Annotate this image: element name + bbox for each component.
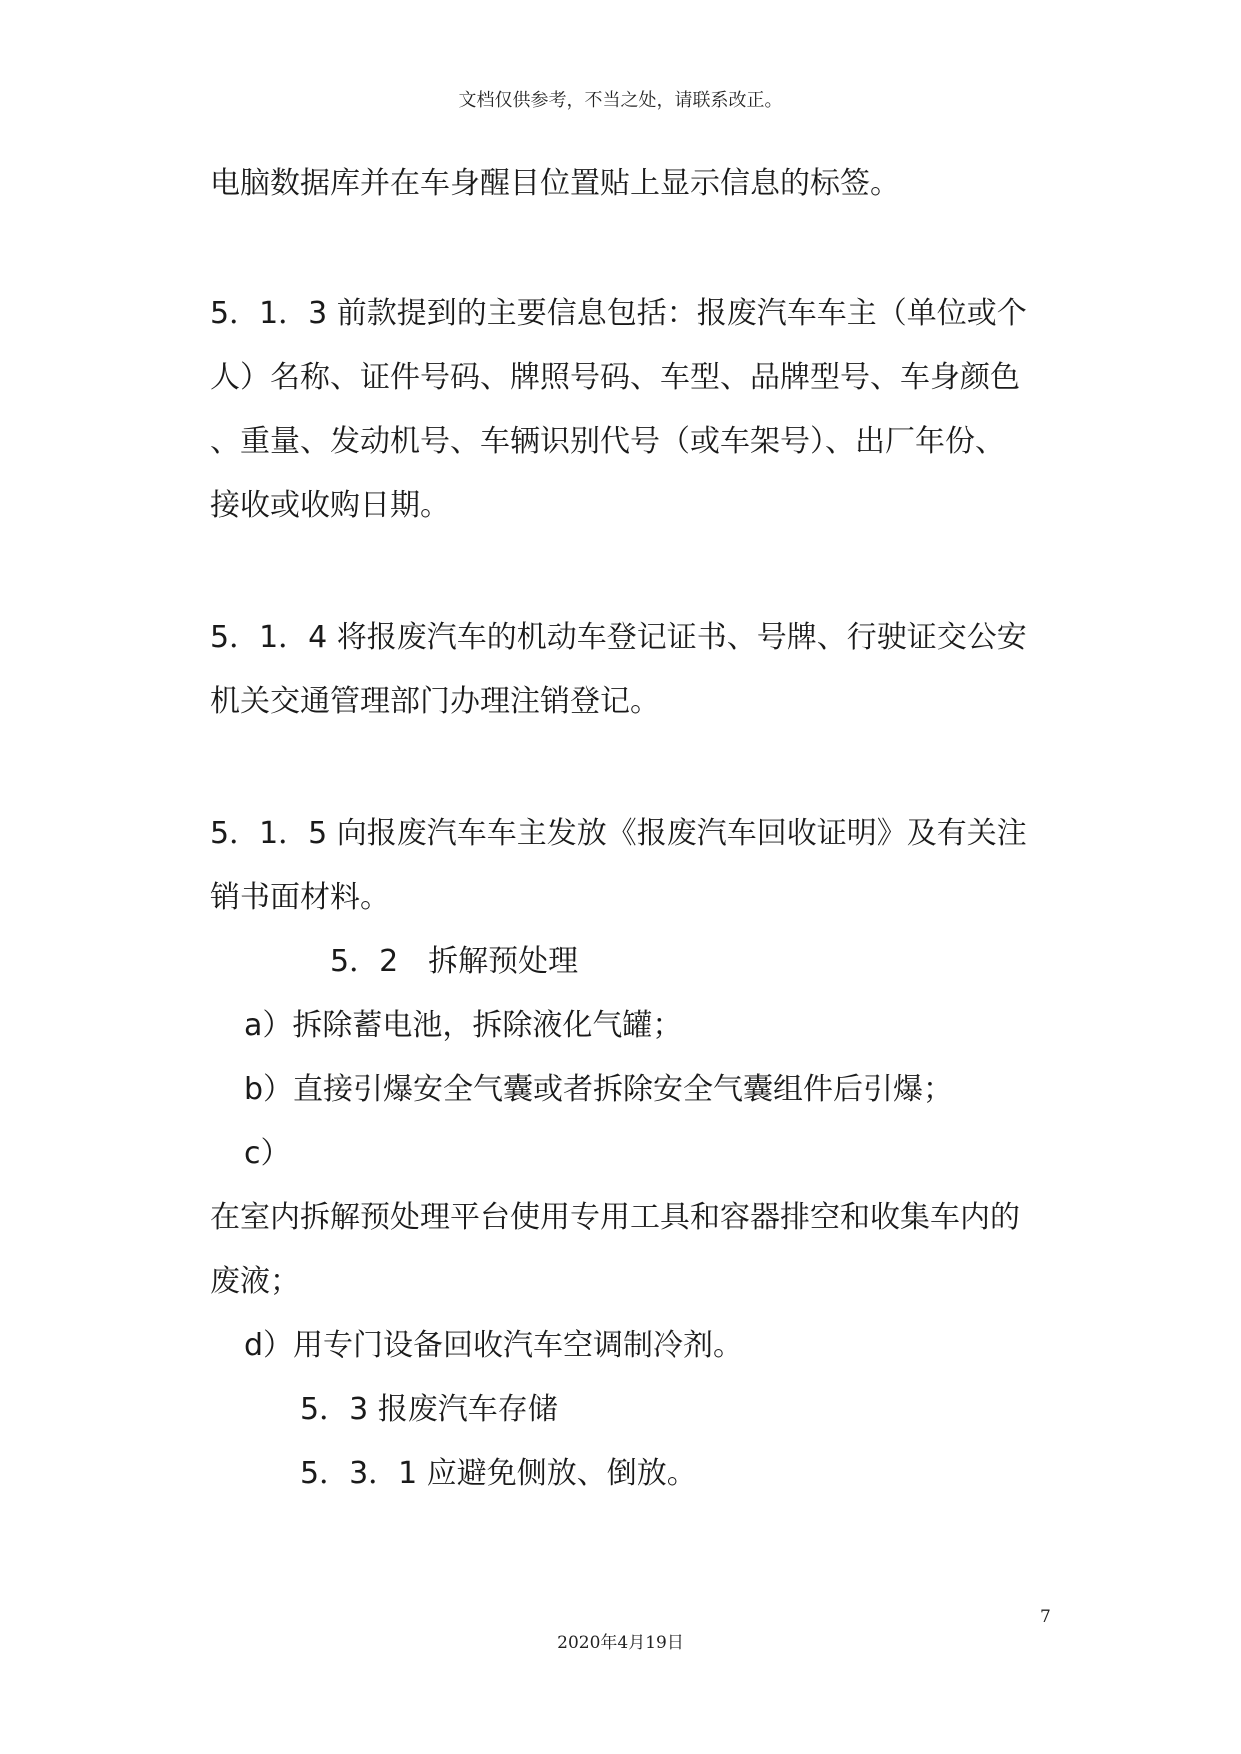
footer-date: 2020年4月19日 — [557, 1633, 684, 1653]
clause-5-3-1: 5．3．1 应避免侧放、倒放。 — [300, 1456, 697, 1491]
page-number: 7 — [1040, 1607, 1051, 1627]
document-header-note: 文档仅供参考，不当之处，请联系改正。 — [458, 90, 783, 111]
list-item-d: d）用专门设备回收汽车空调制冷剂。 — [244, 1328, 744, 1363]
clause-5-1-5-line-2: 销书面材料。 — [210, 880, 390, 915]
list-item-c-line-2: 废液； — [210, 1264, 300, 1299]
list-item-c-label: c） — [244, 1136, 291, 1171]
body-line: 电脑数据库并在车身醒目位置贴上显示信息的标签。 — [210, 166, 900, 201]
clause-5-1-3-line-2: 人）名称、证件号码、牌照号码、车型、品牌型号、车身颜色 — [210, 360, 1020, 395]
section-5-3-heading: 5．3 报废汽车存储 — [300, 1392, 558, 1427]
list-item-b: b）直接引爆安全气囊或者拆除安全气囊组件后引爆； — [244, 1072, 954, 1107]
clause-5-1-4-line-2: 机关交通管理部门办理注销登记。 — [210, 684, 660, 719]
clause-5-1-4-line-1: 5．1．4 将报废汽车的机动车登记证书、号牌、行驶证交公安 — [210, 620, 1027, 655]
clause-5-1-3-line-4: 接收或收购日期。 — [210, 488, 450, 523]
clause-5-1-3-line-3: 、重量、发动机号、车辆识别代号（或车架号）、出厂年份、 — [210, 424, 1005, 459]
section-5-2-heading: 5．2 拆解预处理 — [330, 944, 579, 979]
clause-5-1-3-line-1: 5．1．3 前款提到的主要信息包括：报废汽车车主（单位或个 — [210, 296, 1027, 331]
list-item-c-line-1: 在室内拆解预处理平台使用专用工具和容器排空和收集车内的 — [210, 1200, 1020, 1235]
list-item-a: a）拆除蓄电池，拆除液化气罐； — [244, 1008, 683, 1043]
clause-5-1-5-line-1: 5．1．5 向报废汽车车主发放《报废汽车回收证明》及有关注 — [210, 816, 1027, 851]
